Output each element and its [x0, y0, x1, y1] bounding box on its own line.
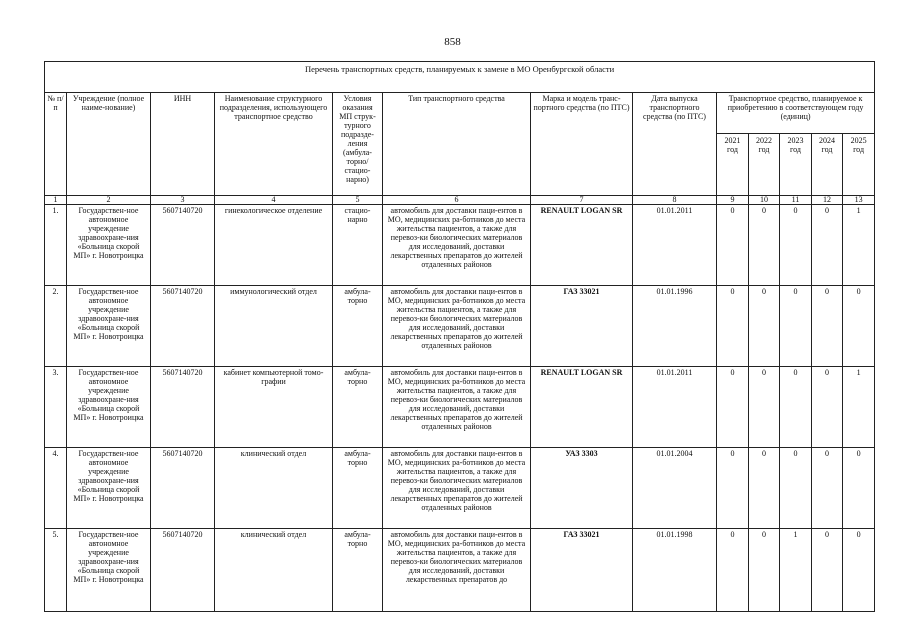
cell-num: 4.: [45, 448, 67, 529]
cell-date: 01.01.2011: [633, 367, 717, 448]
cell-inn: 5607140720: [151, 529, 215, 612]
cell-year-2023: 0: [780, 448, 812, 529]
cell-model: RENAULT LOGAN SR: [531, 367, 633, 448]
cell-unit: иммунологический отдел: [215, 286, 333, 367]
header-type: Тип транспортного средства: [383, 93, 531, 196]
cell-institution: Государствен-ное автономное учреждение здравоохране-ния «Больница скорой МП» г. Новотроицка: [67, 286, 151, 367]
cell-conditions: стацио-нарно: [333, 205, 383, 286]
cell-year-2022: 0: [749, 367, 780, 448]
header-year-2023: 2023 год: [780, 134, 812, 196]
column-number: 9: [717, 196, 749, 205]
table-title: Перечень транспортных средств, планируемых к замене в МО Оренбургской области: [45, 62, 875, 93]
cell-inn: 5607140720: [151, 286, 215, 367]
cell-year-2021: 0: [717, 205, 749, 286]
header-model: Марка и модель транс-портного средства (по ПТС): [531, 93, 633, 196]
cell-year-2022: 0: [749, 286, 780, 367]
cell-year-2022: 0: [749, 448, 780, 529]
header-inn: ИНН: [151, 93, 215, 196]
cell-year-2022: 0: [749, 529, 780, 612]
cell-year-2025: 0: [843, 448, 875, 529]
cell-unit: кабинет компьютерной томо-графии: [215, 367, 333, 448]
header-year-2024: 2024 год: [812, 134, 843, 196]
cell-num: 5.: [45, 529, 67, 612]
cell-type: автомобиль для доставки паци-ентов в МО, медицинских ра-ботников до места жительства пациентов, а также для перевоз-ки биологических материалов для исследований, доставки лекарственных препаратов до жителей отдаленных районов: [383, 448, 531, 529]
column-number: 5: [333, 196, 383, 205]
cell-num: 3.: [45, 367, 67, 448]
cell-inn: 5607140720: [151, 448, 215, 529]
cell-unit: клинический отдел: [215, 448, 333, 529]
column-number-row: [45, 196, 875, 205]
column-number: 11: [780, 196, 812, 205]
header-release-date: Дата выпуска транспортного средства (по ПТС): [633, 93, 717, 196]
cell-year-2024: 0: [812, 367, 843, 448]
cell-num: 1.: [45, 205, 67, 286]
cell-num: 2.: [45, 286, 67, 367]
column-number: 12: [812, 196, 843, 205]
cell-type: автомобиль для доставки паци-ентов в МО, медицинских ра-ботников до места жительства пациентов, а также для перевоз-ки биологических материалов для исследований, доставки лекарственных препаратов до жителей отдаленных районов: [383, 367, 531, 448]
cell-date: 01.01.2004: [633, 448, 717, 529]
table-row: [45, 529, 875, 612]
cell-year-2025: 1: [843, 205, 875, 286]
cell-inn: 5607140720: [151, 205, 215, 286]
header-year-2021: 2021 год: [717, 134, 749, 196]
header-institution: Учреждение (полное наиме-нование): [67, 93, 151, 196]
cell-year-2024: 0: [812, 448, 843, 529]
cell-year-2025: 1: [843, 367, 875, 448]
cell-year-2023: 0: [780, 367, 812, 448]
cell-institution: Государствен-ное автономное учреждение здравоохране-ния «Больница скорой МП» г. Новотроицка: [67, 205, 151, 286]
column-number: 3: [151, 196, 215, 205]
column-number: 8: [633, 196, 717, 205]
header-conditions: Условия оказания МП струк-турного подразде-ления (амбула-торно/ стацио-нарно): [333, 93, 383, 196]
column-number: 13: [843, 196, 875, 205]
vehicles-table: [44, 61, 875, 612]
header-planned: Транспортное средство, планируемое к приобретению в соответствующем году (единиц): [717, 93, 875, 134]
cell-conditions: амбула-торно: [333, 286, 383, 367]
cell-year-2021: 0: [717, 448, 749, 529]
cell-year-2024: 0: [812, 529, 843, 612]
cell-year-2023: 0: [780, 286, 812, 367]
column-number: 7: [531, 196, 633, 205]
cell-conditions: амбула-торно: [333, 448, 383, 529]
cell-model: ГАЗ 33021: [531, 286, 633, 367]
column-number: 10: [749, 196, 780, 205]
cell-year-2021: 0: [717, 367, 749, 448]
cell-type: автомобиль для доставки паци-ентов в МО, медицинских ра-ботников до места жительства пациентов, а также для перевоз-ки биологических материалов для исследований, доставки лекарственных препаратов до: [383, 529, 531, 612]
table-row: [45, 367, 875, 448]
cell-institution: Государствен-ное автономное учреждение здравоохране-ния «Больница скорой МП» г. Новотроицка: [67, 367, 151, 448]
cell-year-2024: 0: [812, 286, 843, 367]
cell-year-2021: 0: [717, 529, 749, 612]
cell-model: УАЗ 3303: [531, 448, 633, 529]
column-number: 2: [67, 196, 151, 205]
cell-conditions: амбула-торно: [333, 529, 383, 612]
cell-year-2024: 0: [812, 205, 843, 286]
cell-date: 01.01.1996: [633, 286, 717, 367]
cell-conditions: амбула-торно: [333, 367, 383, 448]
column-number: 1: [45, 196, 67, 205]
header-unit: Наименование структурного подразделения, использующего транспортное средство: [215, 93, 333, 196]
cell-date: 01.01.2011: [633, 205, 717, 286]
page-number: 858: [444, 36, 461, 48]
column-number: 6: [383, 196, 531, 205]
header-num: № п/п: [45, 93, 67, 196]
cell-institution: Государствен-ное автономное учреждение здравоохране-ния «Больница скорой МП» г. Новотроицка: [67, 448, 151, 529]
table-row: [45, 205, 875, 286]
table-row: [45, 448, 875, 529]
document-table-frame: [44, 61, 875, 640]
column-number: 4: [215, 196, 333, 205]
cell-model: RENAULT LOGAN SR: [531, 205, 633, 286]
header-year-2025: 2025 год: [843, 134, 875, 196]
cell-date: 01.01.1998: [633, 529, 717, 612]
cell-institution: Государствен-ное автономное учреждение здравоохране-ния «Больница скорой МП» г. Новотроицка: [67, 529, 151, 612]
header-year-2022: 2022 год: [749, 134, 780, 196]
cell-type: автомобиль для доставки паци-ентов в МО, медицинских ра-ботников до места жительства пациентов, а также для перевоз-ки биологических материалов для исследований, доставки лекарственных препаратов до жителей отдаленных районов: [383, 205, 531, 286]
cell-model: ГАЗ 33021: [531, 529, 633, 612]
cell-unit: клинический отдел: [215, 529, 333, 612]
cell-type: автомобиль для доставки паци-ентов в МО, медицинских ра-ботников до места жительства пациентов, а также для перевоз-ки биологических материалов для исследований, доставки лекарственных препаратов до жителей отдаленных районов: [383, 286, 531, 367]
cell-year-2023: 0: [780, 205, 812, 286]
cell-unit: гинекологическое отделение: [215, 205, 333, 286]
table-row: [45, 286, 875, 367]
cell-year-2025: 0: [843, 286, 875, 367]
cell-inn: 5607140720: [151, 367, 215, 448]
cell-year-2022: 0: [749, 205, 780, 286]
cell-year-2025: 0: [843, 529, 875, 612]
cell-year-2023: 1: [780, 529, 812, 612]
cell-year-2021: 0: [717, 286, 749, 367]
